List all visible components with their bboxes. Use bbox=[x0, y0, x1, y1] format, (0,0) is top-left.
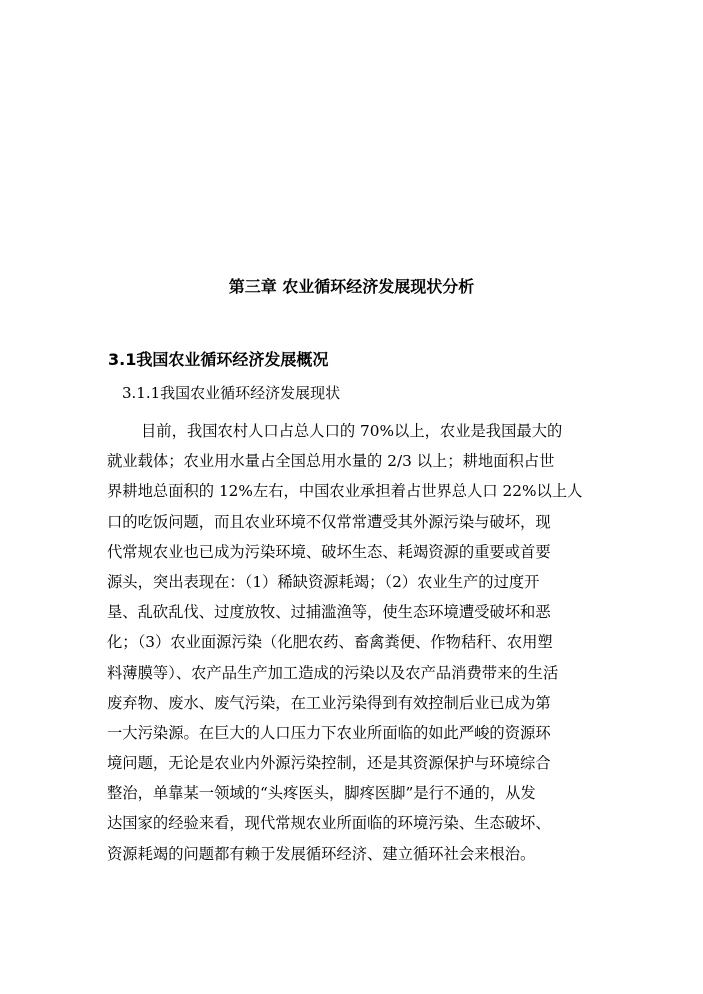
paragraph-line: 垦、乱砍乱伐、过度放牧、过捕滥渔等，使生态环境遭受破坏和恶 bbox=[107, 603, 551, 622]
subsection-heading: 3.1.1我国农业循环经济发展现状 bbox=[122, 384, 341, 402]
paragraph-line: 达国家的经验来看，现代常规农业所面临的环境污染、生态破坏、 bbox=[107, 814, 551, 833]
paragraph-line: 代常规农业也已成为污染环境、破坏生态、耗竭资源的重要或首要 bbox=[107, 542, 551, 561]
paragraph-line: 目前，我国农村人口占总人口的 70%以上，农业是我国最大的 bbox=[141, 422, 563, 440]
paragraph-line: 口的吃饭问题，而且农业环境不仅常常遭受其外源污染与破坏，现 bbox=[107, 512, 551, 531]
paragraph-line: 料薄膜等）、农产品生产加工造成的污染以及农产品消费带来的生活 bbox=[107, 663, 559, 682]
paragraph-line: 界耕地总面积的 12%左右，中国农业承担着占世界总人口 22%以上人 bbox=[107, 482, 583, 501]
paragraph-line: 源头，突出表现在：（1）稀缺资源耗竭；（2）农业生产的过度开 bbox=[107, 572, 540, 591]
paragraph-line: 资源耗竭的问题都有赖于发展循环经济、建立循环社会来根治。 bbox=[107, 844, 536, 863]
paragraph-line: 废弃物、废水、废气污染，在工业污染得到有效控制后业已成为第 bbox=[107, 693, 551, 712]
paragraph-line: 整治，单靠某一领域的“头疼医头，脚疼医脚”是行不通的，从发 bbox=[107, 784, 536, 803]
paragraph-line: 就业载体；农业用水量占全国总用水量的 2/3 以上；耕地面积占世 bbox=[107, 452, 555, 471]
paragraph-line: 一大污染源。在巨大的人口压力下农业所面临的如此严峻的资源环 bbox=[107, 723, 551, 742]
paragraph-line: 化；（3）农业面源污染（化肥农药、畜禽粪便、作物秸秆、农用塑 bbox=[107, 633, 553, 652]
section-heading: 3.1我国农业循环经济发展概况 bbox=[108, 350, 329, 369]
chapter-title: 第三章 农业循环经济发展现状分析 bbox=[228, 277, 475, 296]
body-paragraph bbox=[107, 416, 587, 869]
paragraph-line: 境问题，无论是农业内外源污染控制，还是其资源保护与环境综合 bbox=[107, 754, 551, 773]
